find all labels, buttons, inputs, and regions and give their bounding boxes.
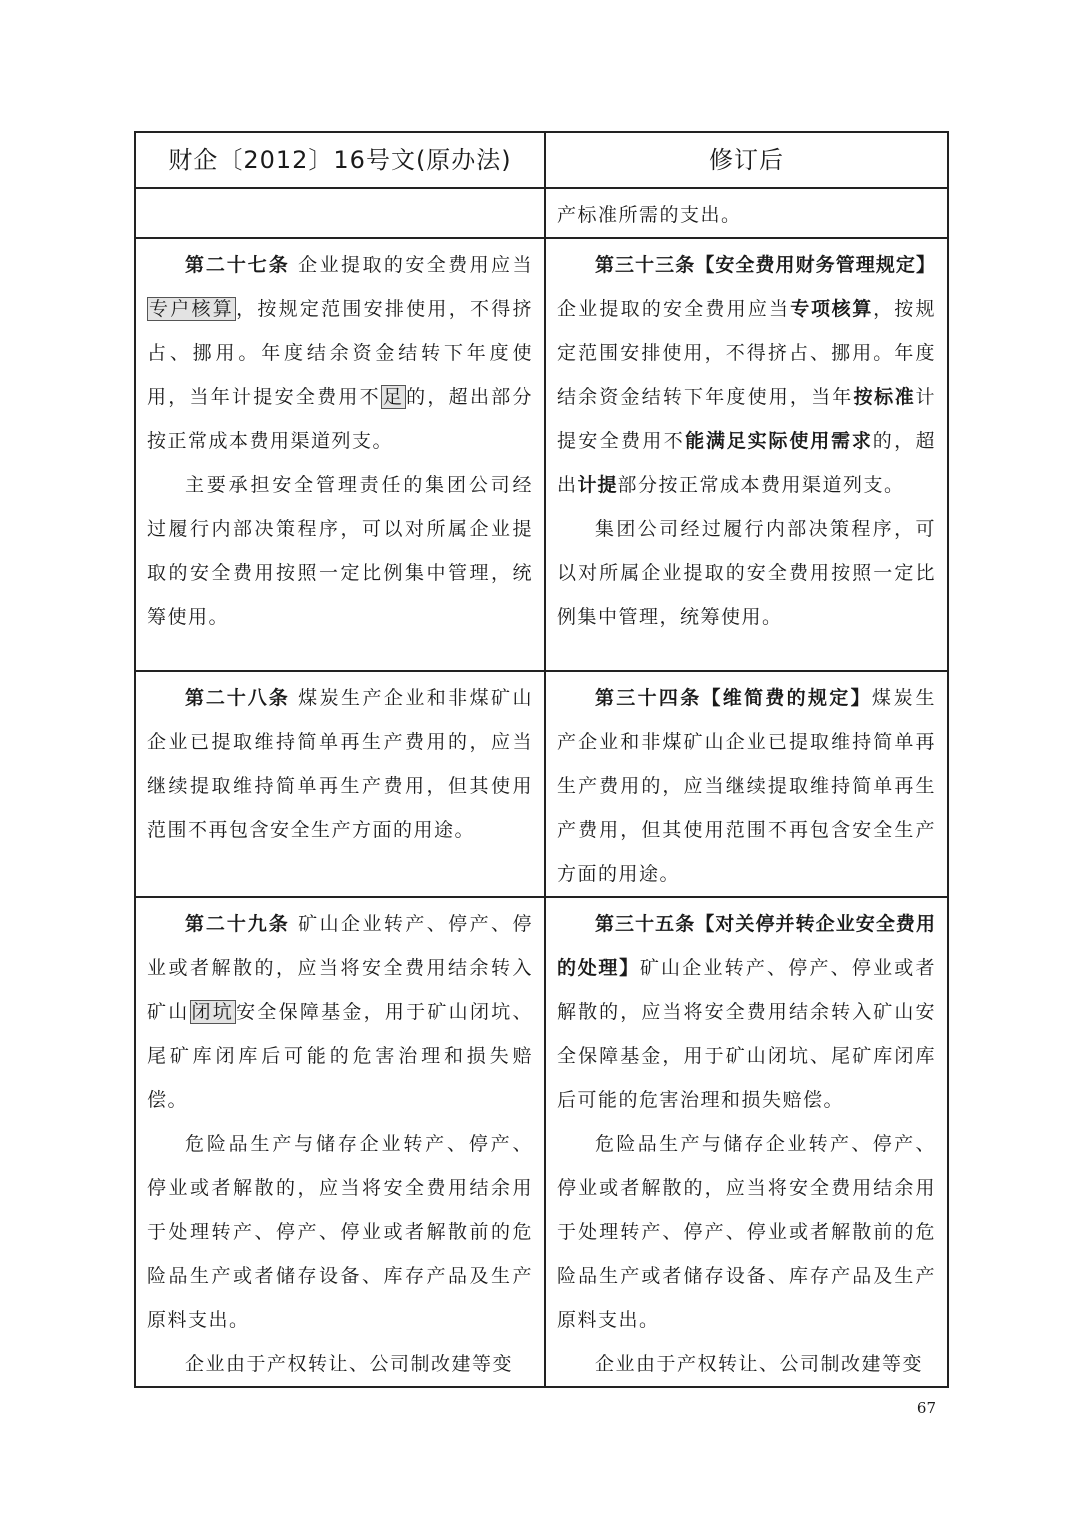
table-row (135, 897, 948, 1387)
table-row (135, 238, 948, 671)
revised-cell (545, 671, 948, 897)
paragraph: 企业由于产权转让、公司制改建等变 (185, 1353, 514, 1375)
paragraph: 危险品生产与储存企业转产、停产、停业或者解散的，应当将安全费用结余用于处理转产、停产、停业或者解散前的危险品生产或者储存设备、库存产品及生产原料支出。 (147, 1133, 533, 1331)
table-row (135, 671, 948, 897)
original-cell (135, 188, 545, 238)
paragraph: 主要承担安全管理责任的集团公司经过履行内部决策程序，可以对所属企业提取的安全费用按照一定比例集中管理，统筹使用。 (147, 474, 533, 628)
bold-text: 能满足实际使用需求 (685, 430, 873, 452)
paragraph (557, 676, 936, 896)
text: 的，超出部分按正常成本费用渠道列支。 (147, 386, 533, 452)
article-title: 第三十四条【维简费的规定】 (595, 687, 872, 709)
text: ，按规定范围安排使用，不得挤占、挪用。年度结余资金结转下年度使用，当年 (557, 298, 936, 408)
text: 矿山企业转产、停产、停业或者解散的，应当将安全费用结余转入矿山安全保障基金，用于矿山闭坑、尾矿库闭库后可能的危害治理和损失赔偿。 (557, 957, 936, 1111)
revised-cell (545, 188, 948, 238)
revised-cell (545, 238, 948, 671)
text: 企业提取的安全费用应当 (298, 254, 533, 276)
bold-text: 按标准 (853, 386, 916, 408)
text: 矿山企业转产、停产、停业或者解散的，应当将安全费用结余转入矿山 (147, 913, 533, 1023)
original-cell (135, 897, 545, 1387)
bold-text: 专项核算 (790, 298, 874, 320)
paragraph (557, 902, 936, 1122)
text: 煤炭生产企业和非煤矿山企业已提取维持简单再生产费用的，应当继续提取维持简单再生产费用，但其使用范围不再包含安全生产方面的用途。 (147, 687, 533, 841)
highlighted-text: 专户核算 (149, 298, 235, 320)
text: ，按规定范围安排使用，不得挤占、挪用。年度结余资金结转下年度使用，当年计提安全费用不 (147, 298, 533, 408)
original-cell (135, 671, 545, 897)
original-cell (135, 238, 545, 671)
paragraph (147, 676, 533, 852)
highlighted-text: 足 (382, 386, 405, 408)
text: 企业提取的安全费用应当 (557, 298, 791, 320)
article-title: 第三十五条【对关停并转企业安全费用的处理】 (557, 913, 936, 979)
paragraph (557, 243, 936, 507)
comparison-table (134, 131, 949, 1388)
highlighted-text: 闭坑 (191, 1001, 235, 1023)
article-title: 第二十八条 (185, 687, 290, 709)
text: 计提安全费用不 (557, 386, 936, 452)
paragraph (147, 902, 533, 1122)
page-number: 67 (916, 1399, 936, 1417)
paragraph: 集团公司经过履行内部决策程序，可以对所属企业提取的安全费用按照一定比例集中管理，统筹使用。 (557, 518, 936, 628)
revised-cell (545, 897, 948, 1387)
paragraph (147, 243, 533, 463)
paragraph: 危险品生产与储存企业转产、停产、停业或者解散的，应当将安全费用结余用于处理转产、停产、停业或者解散前的危险品生产或者储存设备、库存产品及生产原料支出。 (557, 1133, 936, 1331)
article-title: 第二十九条 (185, 913, 290, 935)
article-title: 第三十三条【安全费用财务管理规定】 (595, 254, 936, 276)
article-title: 第二十七条 (185, 254, 290, 276)
table-header-row (135, 132, 948, 188)
text: 部分按正常成本费用渠道列支。 (617, 474, 905, 496)
bold-text: 计提 (577, 474, 618, 496)
header-original: 财企〔2012〕16号文(原办法) (135, 132, 545, 188)
paragraph: 产标准所需的支出。 (557, 204, 742, 226)
text: 的，超出 (557, 430, 936, 496)
text: 煤炭生产企业和非煤矿山企业已提取维持简单再生产费用的，应当继续提取维持简单再生产费用，但其使用范围不再包含安全生产方面的用途。 (557, 687, 936, 885)
table-row (135, 188, 948, 238)
header-revised: 修订后 (545, 132, 948, 188)
paragraph: 企业由于产权转让、公司制改建等变 (595, 1353, 924, 1375)
text: 安全保障基金，用于矿山闭坑、尾矿库闭库后可能的危害治理和损失赔偿。 (147, 1001, 533, 1111)
